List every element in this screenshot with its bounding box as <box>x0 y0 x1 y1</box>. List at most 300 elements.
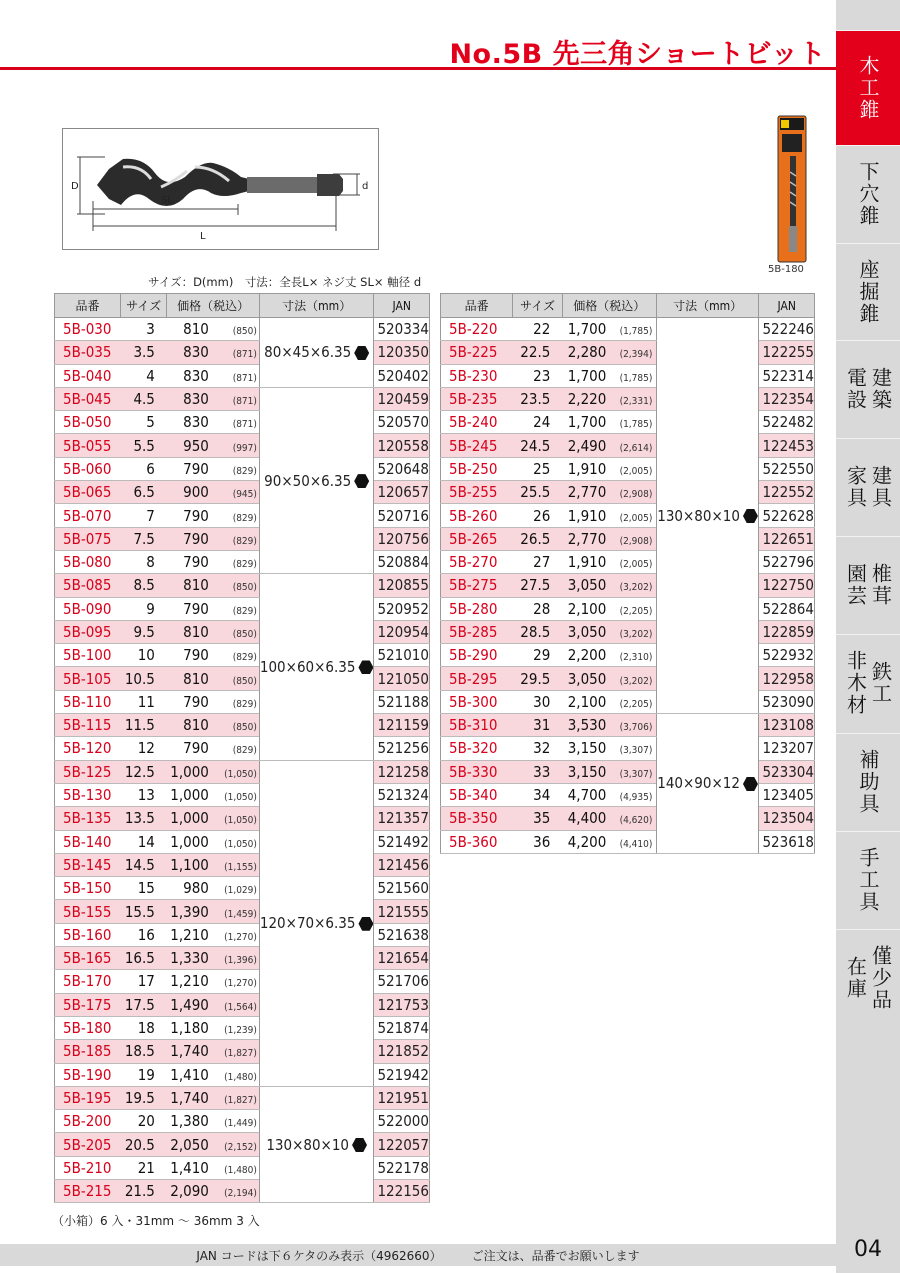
price <box>167 387 260 410</box>
price-value: 1,000 <box>170 832 209 851</box>
price-value: 4,200 <box>567 832 607 851</box>
header-size: サイズ <box>120 294 166 318</box>
price-tax-included: (1,480) <box>224 1164 257 1176</box>
price <box>167 970 260 993</box>
table-row <box>55 970 430 993</box>
jan-code: 520402 <box>374 364 430 387</box>
price-value: 790 <box>183 599 209 618</box>
price <box>562 527 656 550</box>
price <box>167 434 260 457</box>
bit-size: 4.5 <box>120 387 166 410</box>
product-code: 5B-270 <box>441 550 513 573</box>
price-tax-included: (1,155) <box>224 861 257 873</box>
price <box>562 550 656 573</box>
price-tax-included: (1,785) <box>619 419 653 431</box>
price-value: 1,000 <box>170 786 209 805</box>
table-row <box>441 364 815 387</box>
price-tax-included: (2,205) <box>619 605 653 617</box>
price-tax-included: (2,005) <box>619 559 653 571</box>
bit-size: 27.5 <box>513 574 563 597</box>
price <box>167 853 260 876</box>
product-code: 5B-140 <box>55 830 121 853</box>
jan-code: 522482 <box>759 411 815 434</box>
price-value: 790 <box>183 529 209 548</box>
price-value: 830 <box>183 413 209 432</box>
table-row <box>441 714 815 737</box>
bit-size: 19 <box>120 1063 166 1086</box>
sidebar-category-label: 手工具 <box>856 847 880 913</box>
price-tax-included: (829) <box>232 535 257 547</box>
sidebar-category-label: 電設 <box>843 367 868 411</box>
price <box>167 1110 260 1133</box>
bit-size: 14 <box>120 830 166 853</box>
bit-size: 12 <box>120 737 166 760</box>
product-package-image <box>768 112 816 266</box>
price-value: 790 <box>183 692 209 711</box>
table-row <box>441 434 815 457</box>
product-code: 5B-185 <box>55 1040 121 1063</box>
price <box>167 714 260 737</box>
table-row <box>55 387 430 410</box>
price <box>167 574 260 597</box>
dimension-group <box>259 318 374 388</box>
diagram-label-l: L <box>200 231 206 242</box>
price-value: 2,770 <box>567 529 607 548</box>
bit-size: 12.5 <box>120 760 166 783</box>
price <box>167 1086 260 1109</box>
product-code: 5B-285 <box>441 620 513 643</box>
bit-size: 4 <box>120 364 166 387</box>
jan-code: 121852 <box>374 1040 430 1063</box>
sidebar-category-6[interactable] <box>836 536 900 633</box>
price-tax-included: (4,410) <box>619 838 653 850</box>
price <box>167 1063 260 1086</box>
bit-size: 30 <box>513 690 563 713</box>
price-value: 2,090 <box>170 1182 209 1201</box>
price <box>167 481 260 504</box>
sidebar-category-2[interactable] <box>836 145 900 242</box>
price <box>562 364 656 387</box>
product-table-right <box>440 293 815 854</box>
price-value: 1,330 <box>170 949 209 968</box>
price-tax-included: (2,152) <box>224 1141 257 1153</box>
price-tax-included: (3,307) <box>619 745 653 757</box>
bit-size: 22.5 <box>513 341 563 364</box>
product-code: 5B-085 <box>55 574 121 597</box>
bit-size: 29 <box>513 644 563 667</box>
price-value: 1,700 <box>567 413 607 432</box>
hex-shank-icon <box>354 474 369 488</box>
product-code: 5B-275 <box>441 574 513 597</box>
table-row <box>441 481 815 504</box>
price-tax-included: (1,827) <box>224 1048 257 1060</box>
price-value: 1,910 <box>567 553 607 572</box>
price <box>562 318 656 341</box>
jan-code: 121258 <box>374 760 430 783</box>
price-value: 1,700 <box>567 320 607 339</box>
sidebar-category-4[interactable] <box>836 340 900 437</box>
product-code: 5B-100 <box>55 644 121 667</box>
price-tax-included: (850) <box>232 629 257 640</box>
price <box>562 411 656 434</box>
product-code: 5B-300 <box>441 690 513 713</box>
price-value: 1,380 <box>170 1112 209 1131</box>
price <box>562 714 656 737</box>
product-code: 5B-215 <box>55 1179 121 1202</box>
sidebar-category-label: 非木材 <box>843 650 868 716</box>
product-code: 5B-310 <box>441 714 513 737</box>
price-value: 3,530 <box>567 716 607 735</box>
sidebar-category-10[interactable] <box>836 929 900 1026</box>
price <box>167 504 260 527</box>
table-row <box>55 737 430 760</box>
bit-size: 3 <box>120 318 166 341</box>
product-code: 5B-150 <box>55 877 121 900</box>
table-row <box>441 387 815 410</box>
jan-code: 121456 <box>374 853 430 876</box>
sidebar-category-label: 家具 <box>843 465 868 509</box>
bit-size: 19.5 <box>120 1086 166 1109</box>
price-value: 830 <box>183 343 209 362</box>
box-quantity-note: （小箱）6 入・31mm ～ 36mm 3 入 <box>52 1214 260 1228</box>
bit-size: 9.5 <box>120 620 166 643</box>
page-number: 04 <box>854 1237 882 1262</box>
sidebar-category-label: 建築 <box>868 367 893 411</box>
price <box>562 457 656 480</box>
sidebar-category-label: 在庫 <box>843 956 868 1000</box>
bit-size: 21 <box>120 1156 166 1179</box>
table-row <box>55 1040 430 1063</box>
bit-size: 11 <box>120 690 166 713</box>
product-code: 5B-115 <box>55 714 121 737</box>
jan-code: 522932 <box>759 644 815 667</box>
price-value: 2,200 <box>567 646 607 665</box>
sidebar-category-label: 下穴錐 <box>856 161 880 227</box>
jan-code: 121654 <box>374 947 430 970</box>
jan-code: 522178 <box>374 1156 430 1179</box>
product-code: 5B-145 <box>55 853 121 876</box>
price-tax-included: (829) <box>232 745 257 757</box>
table-row <box>55 783 430 806</box>
sidebar-category-label: 椎茸 <box>868 563 893 607</box>
bit-size: 34 <box>513 783 563 806</box>
price-tax-included: (2,005) <box>619 512 653 524</box>
bit-size: 11.5 <box>120 714 166 737</box>
price <box>562 481 656 504</box>
table-row <box>55 1133 430 1156</box>
table-row <box>55 1086 430 1109</box>
table-row <box>55 690 430 713</box>
header-price: 価格（税込） <box>167 294 260 318</box>
price <box>167 807 260 830</box>
product-code: 5B-235 <box>441 387 513 410</box>
bit-size: 13 <box>120 783 166 806</box>
price <box>167 830 260 853</box>
jan-code: 122057 <box>374 1133 430 1156</box>
order-note: ご注文は、品番でお願いします <box>471 1248 640 1263</box>
price-tax-included: (2,394) <box>619 349 653 361</box>
price-value: 790 <box>183 506 209 525</box>
jan-code: 122750 <box>759 574 815 597</box>
table-row <box>441 807 815 830</box>
bit-dimension-diagram <box>62 128 379 250</box>
image-caption: 5B-180 <box>768 264 804 275</box>
table-row <box>55 457 430 480</box>
bit-size: 14.5 <box>120 853 166 876</box>
dimension-group <box>259 760 374 1086</box>
price-tax-included: (2,005) <box>619 465 653 477</box>
table-row <box>55 1156 430 1179</box>
bit-size: 24.5 <box>513 434 563 457</box>
price-tax-included: (1,050) <box>224 768 257 780</box>
dimension-text: 100×60×6.35 <box>259 657 356 676</box>
jan-code: 520570 <box>374 411 430 434</box>
sidebar-category-5[interactable] <box>836 438 900 535</box>
product-code: 5B-295 <box>441 667 513 690</box>
price <box>167 900 260 923</box>
product-code: 5B-065 <box>55 481 121 504</box>
product-code: 5B-225 <box>441 341 513 364</box>
price <box>562 737 656 760</box>
sidebar-category-label: 木工錐 <box>856 55 880 121</box>
price <box>167 550 260 573</box>
jan-code: 121159 <box>374 714 430 737</box>
bit-size: 10 <box>120 644 166 667</box>
price-tax-included: (2,310) <box>619 652 653 664</box>
header-size: サイズ <box>513 294 563 318</box>
table-row <box>441 341 815 364</box>
price-tax-included: (829) <box>232 559 257 571</box>
price-tax-included: (1,785) <box>619 326 653 338</box>
price <box>167 1156 260 1179</box>
table-row <box>441 760 815 783</box>
price <box>167 527 260 550</box>
bit-size: 31 <box>513 714 563 737</box>
sidebar-category-label: 建具 <box>868 465 893 509</box>
jan-code: 520648 <box>374 457 430 480</box>
product-code: 5B-175 <box>55 993 121 1016</box>
jan-code: 522000 <box>374 1110 430 1133</box>
jan-code: 521324 <box>374 783 430 806</box>
price <box>167 1016 260 1039</box>
price-tax-included: (945) <box>232 489 257 501</box>
price <box>167 667 260 690</box>
product-code: 5B-040 <box>55 364 121 387</box>
price <box>562 387 656 410</box>
dimension-group <box>259 574 374 760</box>
price <box>562 434 656 457</box>
product-code: 5B-130 <box>55 783 121 806</box>
jan-code: 521256 <box>374 737 430 760</box>
table-row <box>441 644 815 667</box>
jan-code: 520884 <box>374 550 430 573</box>
bit-size: 17 <box>120 970 166 993</box>
jan-code: 521638 <box>374 923 430 946</box>
product-code: 5B-110 <box>55 690 121 713</box>
price-value: 2,490 <box>567 436 607 455</box>
product-code: 5B-320 <box>441 737 513 760</box>
price-value: 4,400 <box>567 809 607 828</box>
price <box>562 690 656 713</box>
jan-code: 122651 <box>759 527 815 550</box>
price-tax-included: (829) <box>232 698 257 710</box>
price <box>167 411 260 434</box>
jan-code: 122156 <box>374 1179 430 1202</box>
sidebar-category-label: 僅少品 <box>868 945 893 1011</box>
table-row <box>441 411 815 434</box>
bit-size: 6 <box>120 457 166 480</box>
product-code: 5B-125 <box>55 760 121 783</box>
price-tax-included: (829) <box>232 652 257 664</box>
sidebar-category-9[interactable] <box>836 831 900 928</box>
sidebar-category-1[interactable] <box>836 30 900 145</box>
price-value: 830 <box>183 390 209 409</box>
price-tax-included: (1,449) <box>224 1118 257 1130</box>
jan-code: 122859 <box>759 620 815 643</box>
jan-code: 522796 <box>759 550 815 573</box>
product-code: 5B-095 <box>55 620 121 643</box>
price-value: 1,000 <box>170 809 209 828</box>
sidebar-category-7[interactable] <box>836 634 900 731</box>
price-value: 2,100 <box>567 692 607 711</box>
table-row <box>55 481 430 504</box>
price-tax-included: (871) <box>232 396 257 408</box>
price-value: 2,770 <box>567 483 607 502</box>
price-value: 790 <box>183 646 209 665</box>
price-value: 2,050 <box>170 1135 209 1154</box>
bit-size: 20.5 <box>120 1133 166 1156</box>
jan-code: 123405 <box>759 783 815 806</box>
table-row <box>441 667 815 690</box>
hex-shank-icon <box>352 1138 367 1152</box>
product-code: 5B-360 <box>441 830 513 853</box>
jan-code: 522628 <box>759 504 815 527</box>
bit-size: 18 <box>120 1016 166 1039</box>
price-tax-included: (1,270) <box>224 931 257 943</box>
price <box>167 597 260 620</box>
table-row <box>55 807 430 830</box>
price <box>167 620 260 643</box>
product-code: 5B-230 <box>441 364 513 387</box>
price <box>562 597 656 620</box>
diagram-label-d-upper: D <box>71 181 79 192</box>
price-tax-included: (871) <box>232 419 257 431</box>
price <box>562 504 656 527</box>
price-tax-included: (871) <box>232 349 257 361</box>
product-code: 5B-260 <box>441 504 513 527</box>
sidebar-category-label: 園芸 <box>843 563 868 607</box>
jan-code: 121753 <box>374 993 430 1016</box>
table-row <box>441 504 815 527</box>
product-code: 5B-075 <box>55 527 121 550</box>
bit-size: 27 <box>513 550 563 573</box>
table-row <box>55 1110 430 1133</box>
jan-code: 523090 <box>759 690 815 713</box>
bit-size: 3.5 <box>120 341 166 364</box>
price-tax-included: (3,307) <box>619 768 653 780</box>
dimension-text: 130×80×10 <box>657 506 740 525</box>
sidebar-category-label: 補助具 <box>856 749 880 815</box>
jan-code: 522246 <box>759 318 815 341</box>
price-value: 790 <box>183 553 209 572</box>
product-code: 5B-105 <box>55 667 121 690</box>
product-code: 5B-190 <box>55 1063 121 1086</box>
price-tax-included: (1,270) <box>224 978 257 990</box>
table-row <box>441 597 815 620</box>
bit-size: 26 <box>513 504 563 527</box>
price <box>167 364 260 387</box>
table-row <box>55 318 430 341</box>
dimension-group <box>259 387 374 573</box>
diagram-label-d-lower: d <box>362 181 369 192</box>
price-tax-included: (4,620) <box>619 815 653 827</box>
jan-code: 521010 <box>374 644 430 667</box>
bit-size: 16.5 <box>120 947 166 970</box>
bit-size: 25.5 <box>513 481 563 504</box>
price-tax-included: (1,050) <box>224 838 257 850</box>
bit-size: 20 <box>120 1110 166 1133</box>
jan-code: 523304 <box>759 760 815 783</box>
bit-size: 8.5 <box>120 574 166 597</box>
table-row <box>55 877 430 900</box>
jan-code: 121357 <box>374 807 430 830</box>
price-tax-included: (2,331) <box>619 396 653 408</box>
sidebar-category-8[interactable] <box>836 733 900 830</box>
dimension-text: 120×70×6.35 <box>259 914 356 933</box>
bit-size: 22 <box>513 318 563 341</box>
jan-code: 522550 <box>759 457 815 480</box>
jan-code: 521560 <box>374 877 430 900</box>
price-value: 2,280 <box>567 343 607 362</box>
bit-size: 15 <box>120 877 166 900</box>
product-code: 5B-035 <box>55 341 121 364</box>
price-tax-included: (3,202) <box>619 629 653 640</box>
price-tax-included: (1,459) <box>224 908 257 920</box>
price-value: 4,700 <box>567 786 607 805</box>
price-value: 810 <box>183 623 209 641</box>
header-dimensions: 寸法（mm） <box>259 294 374 318</box>
price-tax-included: (2,908) <box>619 535 653 547</box>
jan-code: 520334 <box>374 318 430 341</box>
price-tax-included: (1,827) <box>224 1094 257 1106</box>
spec-note: サイズ：D(mm) 寸法：全長L× ネジ丈 SL× 軸径 d <box>148 275 422 289</box>
price-tax-included: (2,194) <box>224 1188 257 1200</box>
bit-size: 7 <box>120 504 166 527</box>
price-tax-included: (1,785) <box>619 372 653 384</box>
header-jan: JAN <box>759 294 815 318</box>
price-value: 2,100 <box>567 599 607 618</box>
product-code: 5B-180 <box>55 1016 121 1039</box>
table-row <box>55 364 430 387</box>
price <box>562 574 656 597</box>
jan-code-note: JAN コードは下６ケタのみ表示（4962660） <box>196 1248 442 1263</box>
price-value: 950 <box>183 436 209 455</box>
price-tax-included: (3,202) <box>619 675 653 687</box>
table-row <box>441 830 815 853</box>
product-code: 5B-280 <box>441 597 513 620</box>
sidebar-category-3[interactable] <box>836 243 900 340</box>
price <box>167 877 260 900</box>
bit-size: 7.5 <box>120 527 166 550</box>
price-tax-included: (1,050) <box>224 792 257 804</box>
price-value: 1,740 <box>170 1042 209 1061</box>
price-value: 1,490 <box>170 995 209 1014</box>
product-code: 5B-165 <box>55 947 121 970</box>
price-value: 1,910 <box>567 459 607 478</box>
bit-size: 6.5 <box>120 481 166 504</box>
bit-size: 25 <box>513 457 563 480</box>
hex-shank-icon <box>743 509 758 523</box>
